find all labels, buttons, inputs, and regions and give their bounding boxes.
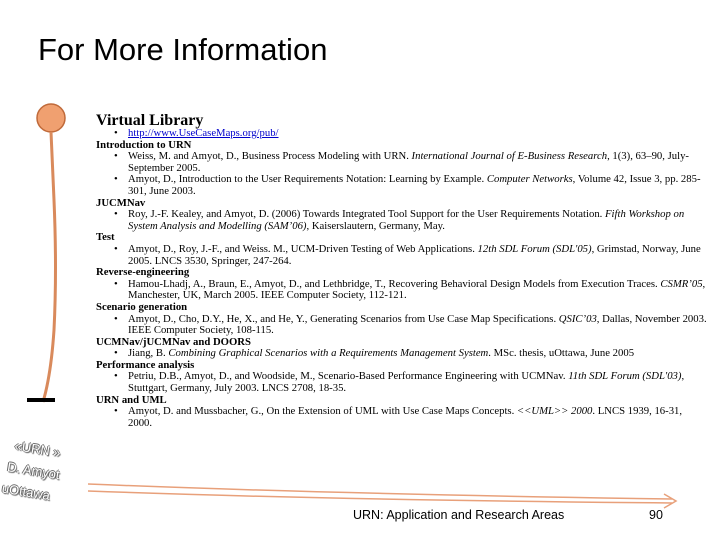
reference-authors: Weiss, M. and Amyot, D., Business Process Modeling with URN.: [128, 150, 412, 163]
reference-authors: Hamou-Lhadj, A., Braun, E., Amyot, D., and Lethbridge, T., Recovering Behavioral Design Models from Execution Traces.: [128, 277, 661, 290]
footer-arrow-line: [88, 484, 672, 499]
bullet-icon: •: [114, 277, 118, 290]
ucm-start-point: [37, 104, 65, 132]
reference-venue: <<UML>> 2000: [516, 405, 593, 418]
section-heading: UCMNav/jUCMNav and DOORS: [96, 335, 251, 348]
reference-item: [96, 151, 708, 174]
section-heading: Reverse-engineering: [96, 266, 190, 279]
reference-authors: Amyot, D., Introduction to the User Requirements Notation: Learning by Example.: [128, 173, 487, 186]
page-number: 90: [649, 508, 663, 522]
reference-venue: 12th SDL Forum (SDL'05): [477, 242, 592, 255]
stamp-line-2: D. Amyot: [6, 459, 61, 483]
bullet-icon: •: [114, 208, 118, 221]
reference-item: [96, 174, 708, 197]
reference-authors: Jiang, B.: [128, 347, 169, 360]
bullet-icon: •: [114, 405, 118, 418]
bullet-icon: •: [114, 242, 118, 255]
reference-authors: Roy, J.-F. Kealey, and Amyot, D. (2006) Towards Integrated Tool Support for the User Requirements Notation.: [128, 208, 606, 221]
virtual-library-heading: Virtual Library: [96, 112, 204, 129]
reference-authors: Petriu, D.B., Amyot, D., and Woodside, M., Scenario-Based Performance Engineering with UCMNav.: [128, 370, 569, 383]
reference-venue: Fifth Workshop on System Analysis and Modelling (SAM’06): [128, 208, 685, 232]
section-heading: JUCMNav: [96, 196, 146, 209]
bullet-icon: •: [114, 127, 118, 139]
reference-item: [96, 279, 708, 302]
footer-title: URN: Application and Research Areas: [353, 508, 565, 522]
reference-item: [96, 244, 708, 267]
reference-venue: Computer Networks: [486, 173, 573, 186]
stamp-line-1: «URN »: [13, 438, 62, 461]
bullet-icon: •: [114, 347, 118, 360]
reference-item: [96, 406, 708, 429]
reference-item: [96, 371, 708, 394]
section-heading: Scenario generation: [96, 300, 188, 313]
reference-details: . LNCS 1939, 16-31, 2000.: [128, 405, 683, 429]
reference-details: , Grimstad, Norway, June 2005. LNCS 3530, Springer, 247-264.: [128, 242, 701, 267]
ucm-path-line: [43, 132, 56, 402]
urn-stamp: [0, 438, 104, 531]
reference-authors: Amyot, D., Roy, J.-F., and Weiss. M., UCM-Driven Testing of Web Applications.: [128, 242, 478, 255]
reference-details: , Stuttgart, Germany, July 2003. LNCS 2708, 18-35.: [128, 370, 685, 395]
reference-venue: QSIC’03: [558, 312, 597, 325]
section-heading: Performance analysis: [96, 358, 195, 371]
reference-venue: CSMR’05: [660, 277, 703, 290]
reference-venue: Combining Graphical Scenarios with a Requirements Management System: [168, 347, 489, 360]
reference-item: [96, 314, 708, 337]
bullet-icon: •: [114, 150, 118, 163]
bullet-icon: •: [114, 370, 118, 383]
reference-authors: Amyot, D., Cho, D.Y., He, X., and He, Y., Generating Scenarios from Use Case Map Specifications.: [128, 312, 559, 325]
library-link-item: [96, 128, 708, 140]
reference-authors: Amyot, D. and Mussbacher, G., On the Extension of UML with Use Case Maps Concepts.: [128, 405, 517, 418]
ucm-end-bar: [27, 398, 55, 402]
virtual-library-link[interactable]: http://www.UseCaseMaps.org/pub/: [128, 127, 279, 139]
reference-details: , Manchester, UK, March 2005. IEEE Computer Society, 112-121.: [128, 277, 706, 302]
footer-arrowhead-icon: [664, 494, 676, 508]
reference-venue: International Journal of E-Business Research: [411, 150, 608, 163]
reference-list: [96, 128, 708, 429]
reference-details: . MSc. thesis, uOttawa, June 2005: [488, 347, 635, 360]
slide-title: For More Information: [38, 32, 328, 67]
stamp-line-3: uOttawa: [0, 480, 52, 503]
reference-details: , Volume 42, Issue 3, pp. 285-301, June 2003.: [128, 173, 701, 197]
bullet-icon: •: [114, 312, 118, 325]
bullet-icon: •: [114, 173, 118, 186]
reference-venue: 11th SDL Forum (SDL'03): [568, 370, 682, 383]
section-heading: URN and UML: [96, 393, 167, 406]
reference-details: , Kaiserslautern, Germany, May.: [306, 219, 445, 232]
reference-item: [96, 348, 708, 360]
reference-item: [96, 209, 708, 232]
section-heading: Introduction to URN: [96, 138, 192, 151]
reference-details: , Dallas, November 2003. IEEE Computer Society, 108-115.: [128, 312, 707, 337]
reference-sections: [96, 140, 708, 430]
reference-details: , 1(3), 63–90, July-September 2005.: [128, 150, 689, 174]
section-heading: Test: [96, 231, 115, 244]
